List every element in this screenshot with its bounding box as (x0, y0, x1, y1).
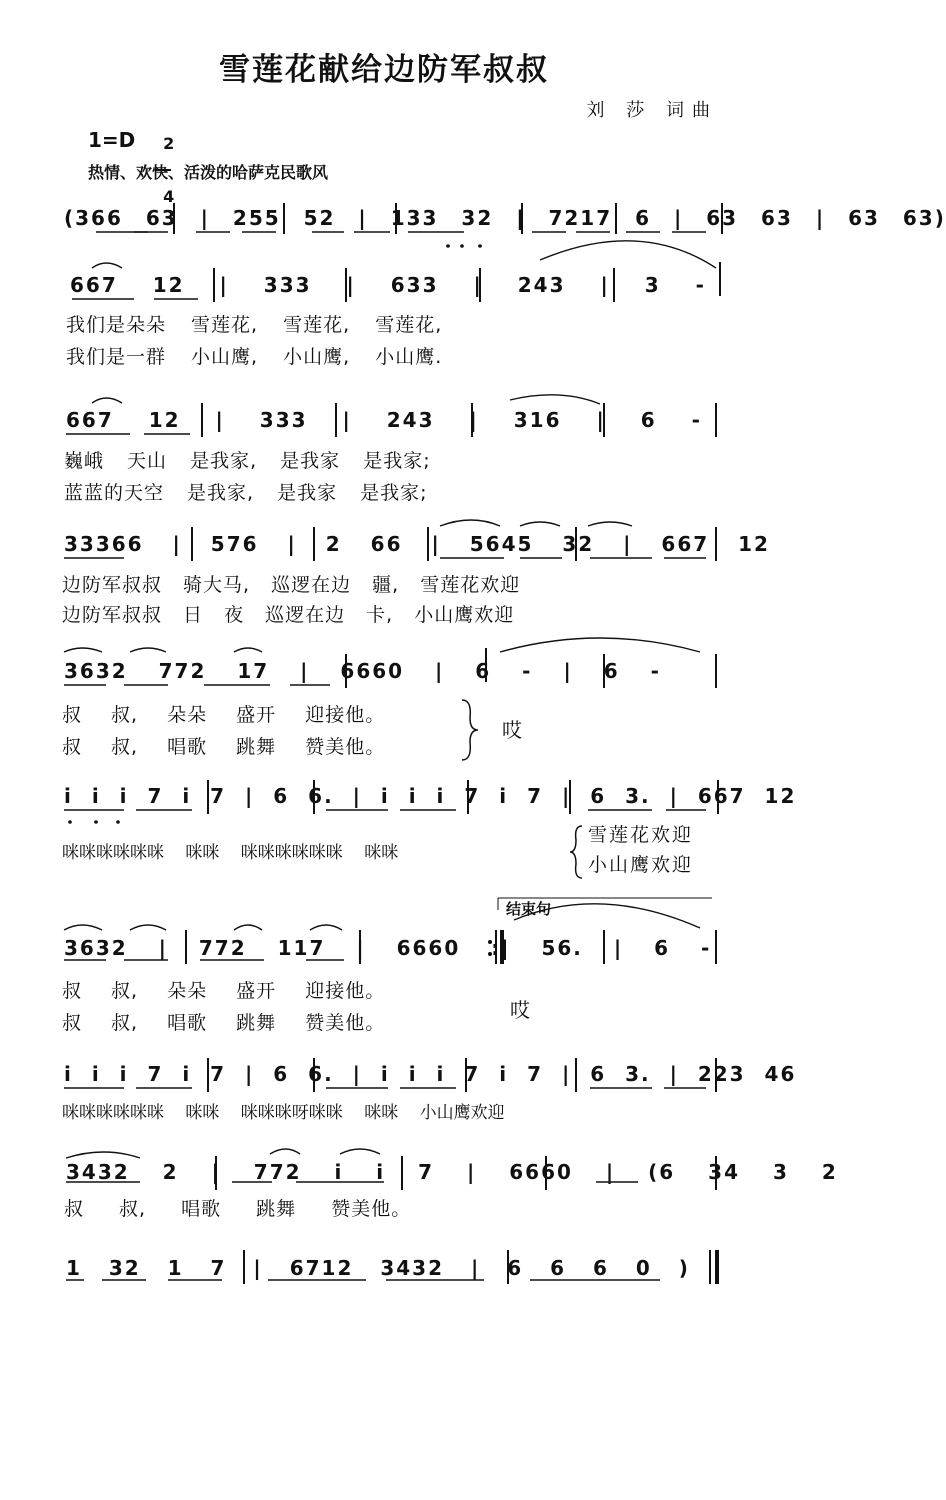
style-note: 热情、欢快、活泼的哈萨克民歌风 (88, 163, 329, 182)
notation-row-3: 667 12 | 333 | 243 | 316 | 6 - (66, 408, 702, 432)
coda-label: 结束句 (506, 900, 552, 918)
lyrics-row-2-verse-1: 我们是朵朵 雪莲花, 雪莲花, 雪莲花, (66, 314, 443, 336)
key-signature: 1=D (88, 128, 136, 152)
notation-row-8: i i i 7 i 7 | 6 6. | i i i 7 i 7 | 6 3. | 223 46 (64, 1062, 797, 1086)
notation-row-2: 667 12 | 333 | 633 | 243 | 3 - (70, 273, 706, 297)
lyrics-row-2-verse-2: 我们是一群 小山鹰, 小山鹰, 小山鹰. (66, 346, 443, 368)
notation-row-9: 3432 2 | 772 i i 7 | 6660 | (6 34 3 2 (66, 1160, 838, 1184)
time-signature-top: 2 (163, 134, 175, 153)
exclamation-row-7: 哎 (510, 998, 530, 1022)
lyrics-row-7-verse-2: 叔 叔, 唱歌 跳舞 赞美他。 (62, 1012, 386, 1034)
lyrics-row-7-verse-1: 叔 叔, 朵朵 盛开 迎接他。 (62, 980, 386, 1002)
lyrics-row-3-verse-1: 巍峨 天山 是我家, 是我家 是我家; (64, 450, 431, 472)
lyrics-row-8: 咪咪咪咪咪咪 咪咪 咪咪咪呀咪咪 咪咪 小山鹰欢迎 (62, 1103, 505, 1123)
page-title: 雪莲花献给边防军叔叔 (219, 52, 549, 88)
lyrics-row-5-verse-2: 叔 叔, 唱歌 跳舞 赞美他。 (62, 736, 386, 758)
notation-row-7: 3632 | 772 117 | 6660 :| 56. | 6 - (64, 936, 712, 960)
lyrics-row-9: 叔 叔, 唱歌 跳舞 赞美他。 (64, 1198, 412, 1220)
exclamation-row-5: 哎 (502, 718, 522, 742)
notation-row-6: i i i 7 i 7 | 6 6. | i i i 7 i 7 | 6 3. | 667 12 (64, 784, 797, 808)
composer-credit: 刘 莎 词曲 (586, 100, 718, 121)
notation-row-1: (366 63 | 255 52 | 133 32 | 7217 6 | 63 63 | 63 63) (64, 206, 946, 230)
lyrics-row-3-verse-2: 蓝蓝的天空 是我家, 是我家 是我家; (64, 482, 428, 504)
time-signature-bottom: 4 (163, 187, 175, 206)
lyrics-row-6-verse-1: 咪咪咪咪咪咪 咪咪 咪咪咪咪咪咪 咪咪 (62, 843, 399, 863)
lyrics-row-5-verse-1: 叔 叔, 朵朵 盛开 迎接他。 (62, 704, 386, 726)
notation-row-10: 1 32 1 7 | 6712 3432 | 6 6 6 0 ) (66, 1256, 690, 1280)
lyrics-row-6-right-1: 雪莲花欢迎 (588, 824, 694, 846)
notation-row-4: 33366 | 576 | 2 66 | 5645 32 | 667 12 (64, 532, 770, 556)
lyrics-row-4-verse-1: 边防军叔叔 骑大马, 巡逻在边 疆, 雪莲花欢迎 (62, 574, 521, 596)
lyrics-row-6-right-2: 小山鹰欢迎 (588, 854, 694, 876)
lyrics-row-4-verse-2: 边防军叔叔 日 夜 巡逻在边 卡, 小山鹰欢迎 (62, 604, 515, 626)
notation-row-5: 3632 772 17 | 6660 | 6 - | 6 - (64, 659, 661, 683)
